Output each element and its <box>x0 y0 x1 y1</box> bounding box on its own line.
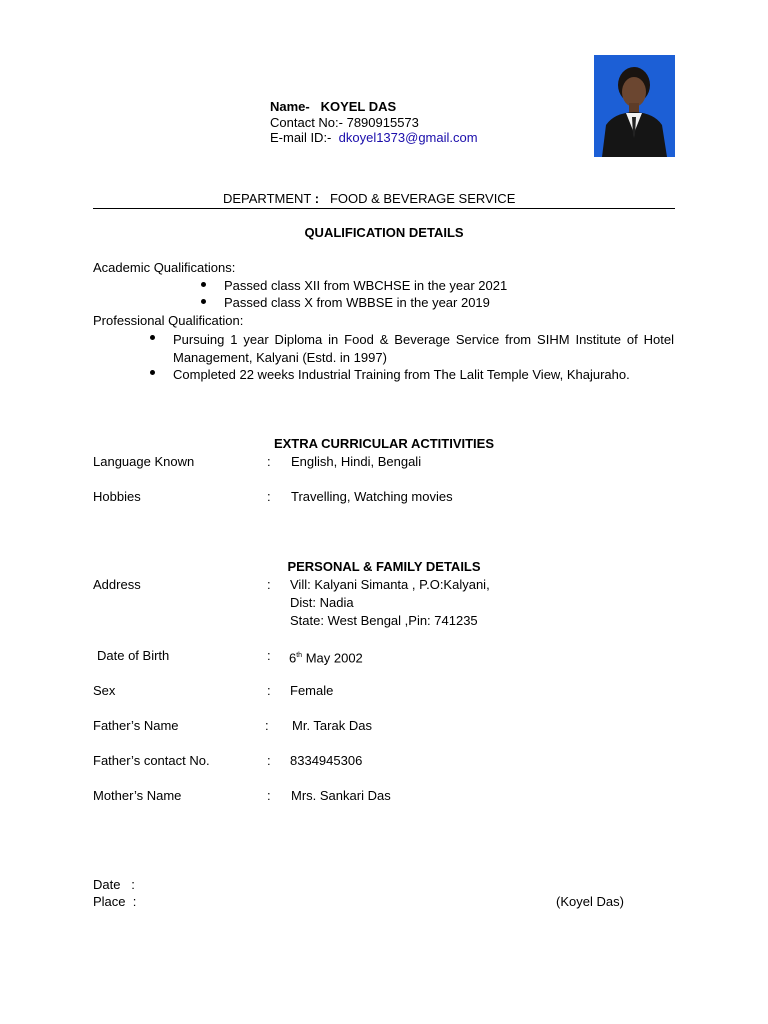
mother-name-label: Mother’s Name <box>93 788 182 803</box>
professional-item: Completed 22 weeks Industrial Training from The Lalit Temple View, Khajuraho. <box>173 367 630 382</box>
hobbies-label: Hobbies <box>93 489 141 504</box>
department-label: DEPARTMENT <box>223 191 312 206</box>
professional-item: Pursuing 1 year Diploma in Food & Beverage Service from SIHM Institute of Hotel Management, Kalyani (Estd. in 1997) <box>173 332 674 365</box>
address-label: Address <box>93 577 141 592</box>
address-colon: : <box>267 577 271 592</box>
sex-label: Sex <box>93 683 116 698</box>
father-contact-label: Father’s contact No. <box>93 753 210 768</box>
father-name-colon: : <box>265 718 269 733</box>
bullet-icon <box>201 282 206 287</box>
address-line: Dist: Nadia <box>290 595 354 610</box>
address-line: Vill: Kalyani Simanta , P.O:Kalyani, <box>290 577 490 592</box>
bullet-icon <box>150 335 155 340</box>
father-contact-value: 8334945306 <box>290 753 363 768</box>
dob-day: 6 <box>289 650 297 666</box>
bullet-icon <box>201 299 206 304</box>
email-link[interactable]: dkoyel1373@gmail.com <box>338 130 478 145</box>
email-line <box>270 130 478 146</box>
dob-label: Date of Birth <box>97 648 170 663</box>
contact-number: Contact No:- 7890915573 <box>270 115 419 130</box>
department-colon: : <box>314 191 320 206</box>
father-contact-colon: : <box>267 753 271 768</box>
academic-label: Academic Qualifications: <box>93 260 236 275</box>
address-line: State: West Bengal ,Pin: 741235 <box>290 613 478 628</box>
hobbies-colon: : <box>267 489 271 504</box>
name-label: Name- <box>270 99 310 114</box>
date-label: Date : <box>93 877 135 892</box>
email-label: E-mail ID:- <box>270 130 332 145</box>
qualification-title: QUALIFICATION DETAILS <box>304 225 464 240</box>
father-name-value: Mr. Tarak Das <box>292 718 372 733</box>
dob-suffix: th <box>296 652 303 659</box>
language-colon: : <box>267 454 271 469</box>
extra-curricular-title: EXTRA CURRICULAR ACTITIVITIES <box>273 436 495 451</box>
language-label: Language Known <box>93 454 195 469</box>
dob-colon: : <box>267 648 271 663</box>
department-line <box>223 191 515 207</box>
place-label: Place : <box>93 894 137 909</box>
department-value: FOOD & BEVERAGE SERVICE <box>329 191 516 206</box>
section-divider <box>93 208 675 209</box>
father-name-label: Father’s Name <box>93 718 179 733</box>
candidate-name: KOYEL DAS <box>320 99 397 114</box>
sex-value: Female <box>290 683 334 698</box>
professional-label: Professional Qualification: <box>93 313 244 328</box>
personal-title: PERSONAL & FAMILY DETAILS <box>287 559 481 574</box>
mother-name-value: Mrs. Sankari Das <box>291 788 391 803</box>
dob-value <box>289 648 363 666</box>
mother-name-colon: : <box>267 788 271 803</box>
dob-rest: May 2002 <box>302 650 363 666</box>
person-photo-icon <box>594 55 675 157</box>
bullet-icon <box>150 370 155 375</box>
name-line <box>270 99 396 115</box>
sex-colon: : <box>267 683 271 698</box>
signature-name: (Koyel Das) <box>556 894 624 909</box>
academic-item: Passed class X from WBBSE in the year 2019 <box>224 295 490 310</box>
language-value: English, Hindi, Bengali <box>291 454 422 469</box>
profile-photo <box>594 55 675 157</box>
academic-item: Passed class XII from WBCHSE in the year 2021 <box>224 278 508 293</box>
hobbies-value: Travelling, Watching movies <box>291 489 453 504</box>
